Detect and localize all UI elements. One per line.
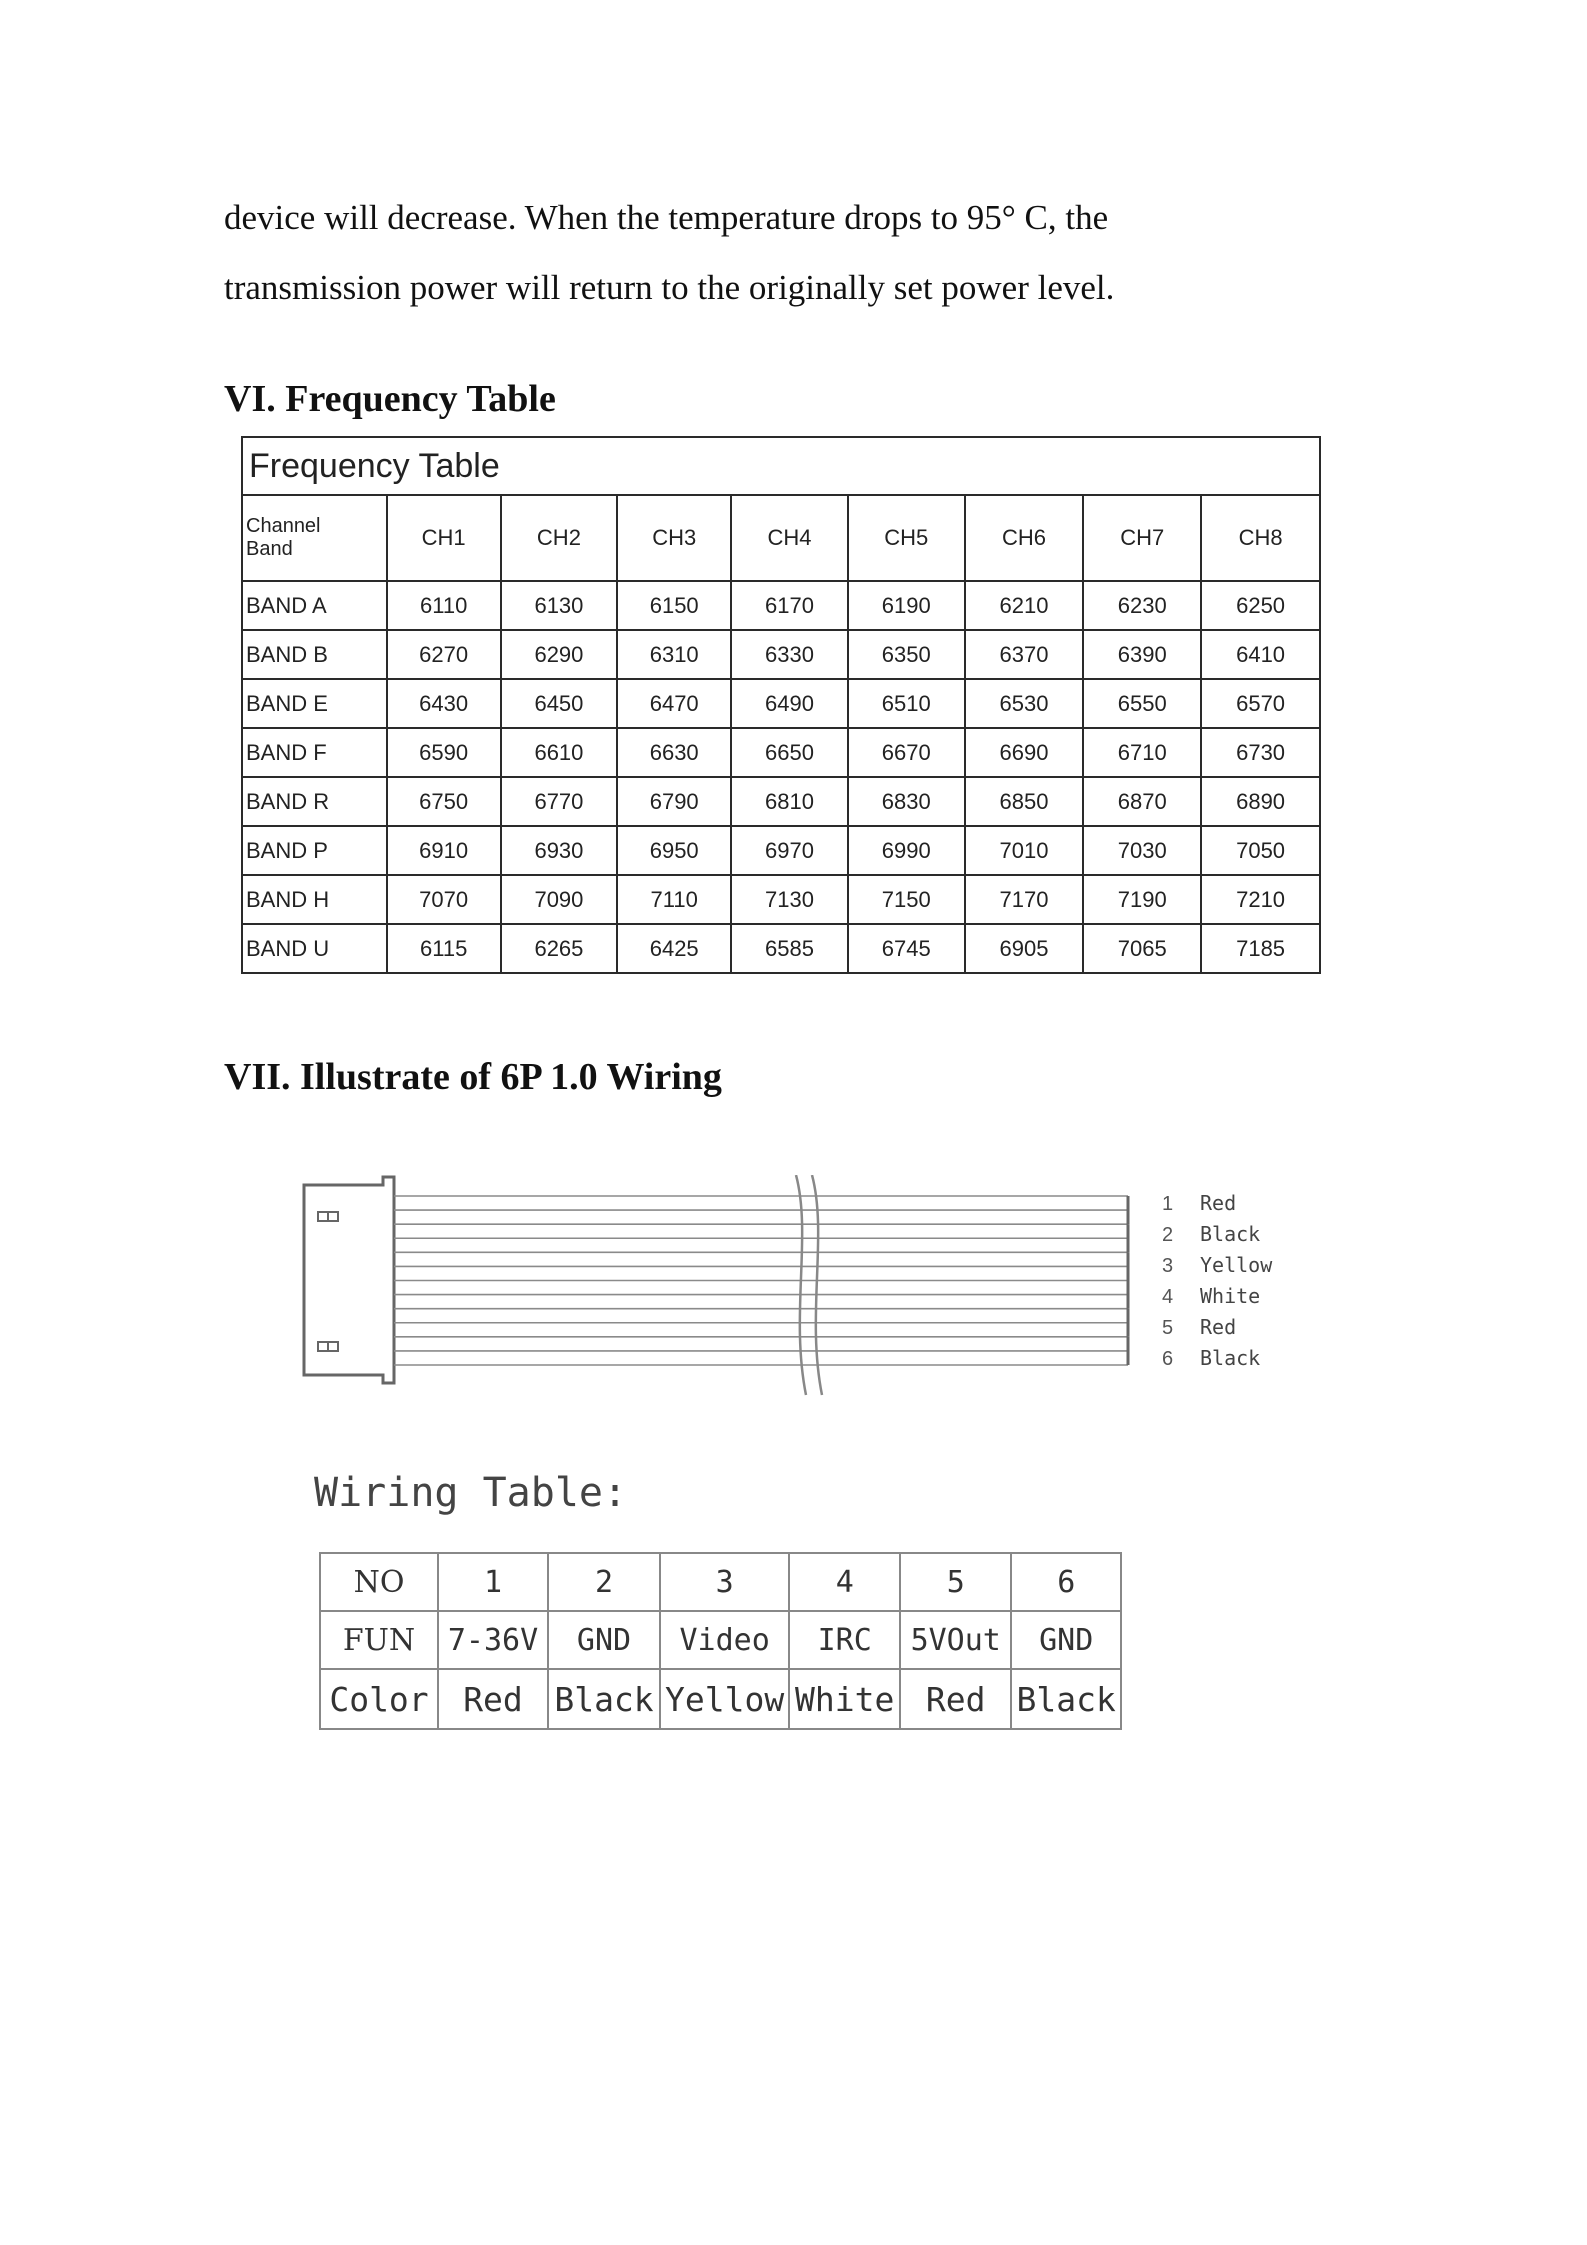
- wiring-no-cell-4: 4: [789, 1553, 900, 1611]
- channel-header-6: CH6: [965, 495, 1084, 581]
- wiring-no-cell-3: 3: [660, 1553, 789, 1611]
- frequency-cell: 6730: [1201, 728, 1320, 777]
- frequency-table-header-row: [242, 495, 1320, 581]
- frequency-cell: 6170: [731, 581, 848, 630]
- wiring-no-cell-5: 5: [900, 1553, 1011, 1611]
- frequency-cell: 7190: [1083, 875, 1201, 924]
- wiring-diagram: [300, 1175, 1280, 1405]
- wiring-no-cell-2: 2: [548, 1553, 660, 1611]
- frequency-cell: 6770: [501, 777, 618, 826]
- frequency-table-corner-cell: [242, 495, 387, 581]
- channel-header-8: CH8: [1201, 495, 1320, 581]
- frequency-cell: 6490: [731, 679, 848, 728]
- corner-label-band: Band: [246, 538, 293, 560]
- wire-color-label: Red: [1200, 1315, 1237, 1339]
- wire-number-label: 6: [1162, 1348, 1174, 1370]
- wiring-fun-cell-2: GND: [548, 1611, 660, 1669]
- frequency-cell: 6350: [848, 630, 965, 679]
- frequency-cell: 6430: [387, 679, 501, 728]
- frequency-cell: 6190: [848, 581, 965, 630]
- wiring-row-label-no: NO: [320, 1553, 438, 1611]
- wire-number-label: 1: [1162, 1193, 1174, 1215]
- frequency-cell: 6870: [1083, 777, 1201, 826]
- frequency-cell: 6570: [1201, 679, 1320, 728]
- frequency-cell: 7185: [1201, 924, 1320, 973]
- wire-color-legend: [1162, 1191, 1273, 1370]
- wire-break-mark: [796, 1175, 822, 1395]
- frequency-cell: 6990: [848, 826, 965, 875]
- wire-color-label: Black: [1200, 1346, 1261, 1370]
- frequency-cell: 6610: [501, 728, 618, 777]
- wiring-color-cell-3: Yellow: [660, 1669, 789, 1729]
- frequency-cell: 7170: [965, 875, 1084, 924]
- frequency-cell: 6585: [731, 924, 848, 973]
- frequency-cell: 6470: [617, 679, 731, 728]
- band-row: [242, 728, 1320, 777]
- wiring-table-title: Wiring Table:: [314, 1470, 628, 1516]
- band-name-cell: BAND U: [242, 924, 387, 973]
- frequency-cell: 6330: [731, 630, 848, 679]
- band-name-cell: BAND F: [242, 728, 387, 777]
- band-name-cell: BAND A: [242, 581, 387, 630]
- band-row: [242, 581, 1320, 630]
- frequency-cell: 6230: [1083, 581, 1201, 630]
- band-name-cell: BAND H: [242, 875, 387, 924]
- band-name-cell: BAND R: [242, 777, 387, 826]
- frequency-cell: 7150: [848, 875, 965, 924]
- wire-number-label: 3: [1162, 1255, 1174, 1277]
- wiring-color-cell-5: Red: [900, 1669, 1011, 1729]
- channel-header-2: CH2: [501, 495, 618, 581]
- frequency-cell: 6670: [848, 728, 965, 777]
- wiring-color-cell-2: Black: [548, 1669, 660, 1729]
- wire-number-label: 4: [1162, 1286, 1174, 1308]
- wiring-color-cell-1: Red: [438, 1669, 548, 1729]
- frequency-cell: 7030: [1083, 826, 1201, 875]
- band-row: [242, 826, 1320, 875]
- band-name-cell: BAND E: [242, 679, 387, 728]
- frequency-cell: 6850: [965, 777, 1084, 826]
- frequency-cell: 6130: [501, 581, 618, 630]
- frequency-cell: 6830: [848, 777, 965, 826]
- frequency-cell: 6550: [1083, 679, 1201, 728]
- corner-label-channel: Channel: [246, 515, 321, 537]
- frequency-cell: 6890: [1201, 777, 1320, 826]
- channel-header-5: CH5: [848, 495, 965, 581]
- wiring-row-color: [320, 1669, 1121, 1729]
- frequency-cell: 6290: [501, 630, 618, 679]
- frequency-cell: 7110: [617, 875, 731, 924]
- wiring-fun-cell-5: 5VOut: [900, 1611, 1011, 1669]
- frequency-cell: 6745: [848, 924, 965, 973]
- frequency-cell: 6930: [501, 826, 618, 875]
- frequency-cell: 6510: [848, 679, 965, 728]
- frequency-cell: 6690: [965, 728, 1084, 777]
- paragraph-line-1: device will decrease. When the temperature drops to 95° C, the: [224, 198, 1109, 237]
- band-name-cell: BAND P: [242, 826, 387, 875]
- frequency-cell: 6750: [387, 777, 501, 826]
- band-name-cell: BAND B: [242, 630, 387, 679]
- frequency-cell: 6590: [387, 728, 501, 777]
- frequency-cell: 7065: [1083, 924, 1201, 973]
- frequency-cell: 6790: [617, 777, 731, 826]
- band-row: [242, 777, 1320, 826]
- band-row: [242, 630, 1320, 679]
- wiring-color-cell-6: Black: [1011, 1669, 1121, 1729]
- wiring-color-cell-4: White: [789, 1669, 900, 1729]
- wiring-no-cell-6: 6: [1011, 1553, 1121, 1611]
- frequency-cell: 6210: [965, 581, 1084, 630]
- wiring-no-cell-1: 1: [438, 1553, 548, 1611]
- frequency-cell: 6425: [617, 924, 731, 973]
- wiring-row-no: [320, 1553, 1121, 1611]
- frequency-cell: 6950: [617, 826, 731, 875]
- wiring-row-fun: [320, 1611, 1121, 1669]
- frequency-cell: 6110: [387, 581, 501, 630]
- wiring-fun-cell-6: GND: [1011, 1611, 1121, 1669]
- frequency-cell: 7210: [1201, 875, 1320, 924]
- frequency-cell: 7130: [731, 875, 848, 924]
- wire-color-label: Red: [1200, 1191, 1237, 1215]
- wiring-row-label-color: Color: [320, 1669, 438, 1729]
- frequency-cell: 6970: [731, 826, 848, 875]
- frequency-cell: 6250: [1201, 581, 1320, 630]
- frequency-cell: 6390: [1083, 630, 1201, 679]
- wire-color-label: White: [1200, 1284, 1261, 1308]
- frequency-cell: 6710: [1083, 728, 1201, 777]
- connector-housing: [304, 1177, 394, 1383]
- band-row: [242, 875, 1320, 924]
- wiring-fun-cell-1: 7-36V: [438, 1611, 548, 1669]
- wire-color-label: Black: [1200, 1222, 1261, 1246]
- frequency-cell: 6370: [965, 630, 1084, 679]
- frequency-cell: 6150: [617, 581, 731, 630]
- wiring-fun-cell-3: Video: [660, 1611, 789, 1669]
- frequency-cell: 6530: [965, 679, 1084, 728]
- channel-header-3: CH3: [617, 495, 731, 581]
- band-row: [242, 679, 1320, 728]
- frequency-cell: 6630: [617, 728, 731, 777]
- section-heading-frequency: VI. Frequency Table: [224, 378, 556, 420]
- channel-header-7: CH7: [1083, 495, 1201, 581]
- band-row: [242, 924, 1320, 973]
- frequency-cell: 7010: [965, 826, 1084, 875]
- frequency-cell: 6270: [387, 630, 501, 679]
- wiring-fun-cell-4: IRC: [789, 1611, 900, 1669]
- frequency-cell: 6115: [387, 924, 501, 973]
- wire-number-label: 5: [1162, 1317, 1174, 1339]
- frequency-cell: 6310: [617, 630, 731, 679]
- frequency-cell: 6450: [501, 679, 618, 728]
- wiring-table: [319, 1552, 1122, 1730]
- wire-color-label: Yellow: [1200, 1253, 1273, 1277]
- channel-header-1: CH1: [387, 495, 501, 581]
- wiring-row-label-fun: FUN: [320, 1611, 438, 1669]
- frequency-cell: 6905: [965, 924, 1084, 973]
- section-heading-wiring: VII. Illustrate of 6P 1.0 Wiring: [224, 1056, 722, 1098]
- frequency-cell: 6265: [501, 924, 618, 973]
- frequency-cell: 6910: [387, 826, 501, 875]
- frequency-cell: 7090: [501, 875, 618, 924]
- frequency-table: [241, 436, 1321, 974]
- wire-bundle: [394, 1196, 1128, 1365]
- frequency-cell: 6810: [731, 777, 848, 826]
- frequency-cell: 6410: [1201, 630, 1320, 679]
- wire-number-label: 2: [1162, 1224, 1174, 1246]
- frequency-cell: 6650: [731, 728, 848, 777]
- frequency-cell: 7070: [387, 875, 501, 924]
- frequency-table-title: Frequency Table: [242, 437, 1320, 495]
- paragraph-line-2: transmission power will return to the originally set power level.: [224, 268, 1115, 307]
- frequency-table-container: [241, 436, 1321, 974]
- frequency-cell: 7050: [1201, 826, 1320, 875]
- channel-header-4: CH4: [731, 495, 848, 581]
